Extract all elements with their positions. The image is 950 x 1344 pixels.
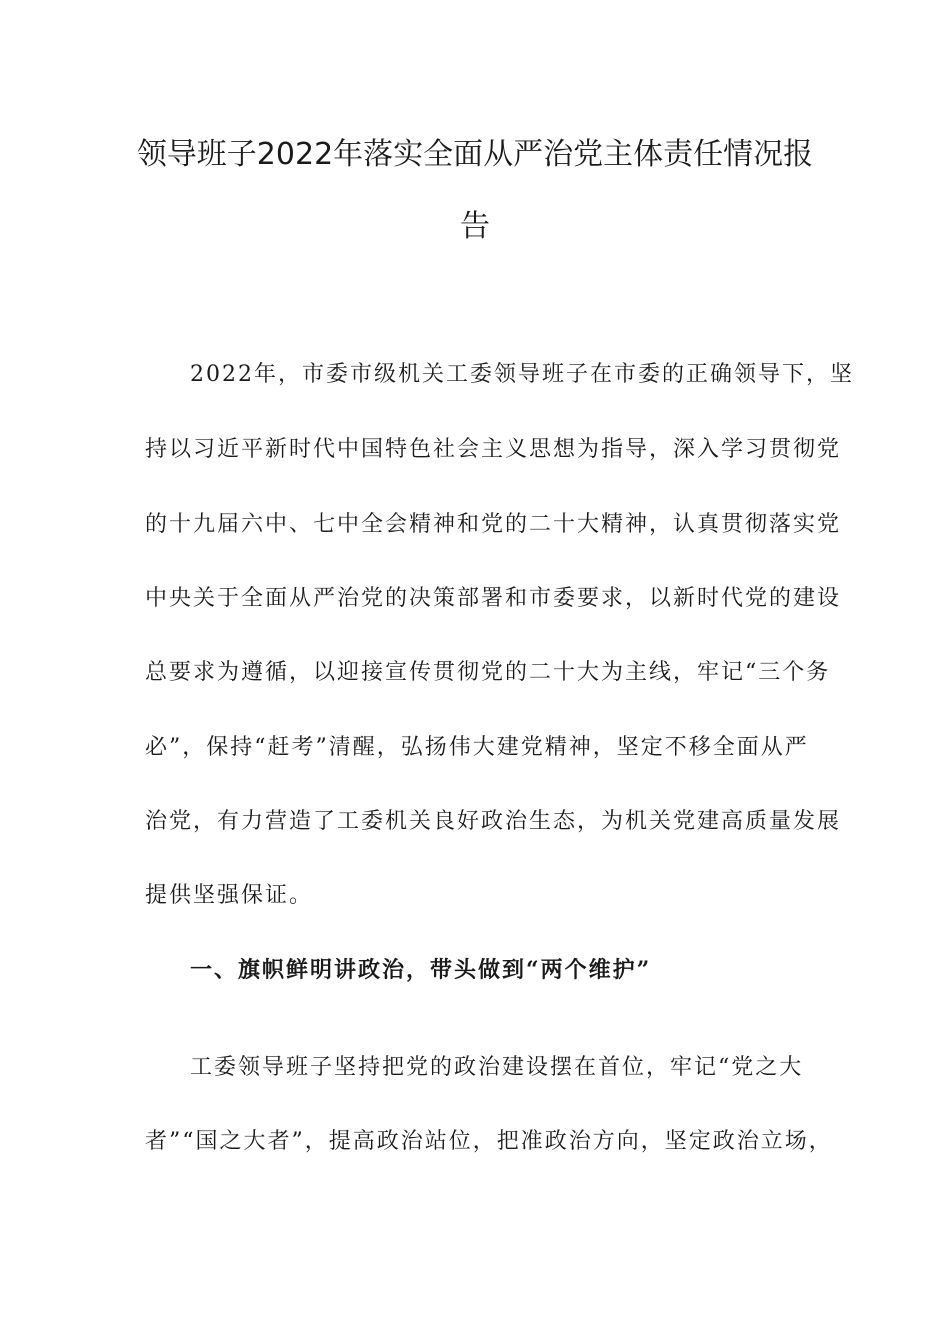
paragraph-2-line-1: 工委领导班子坚持把党的政治建设摆在首位，牢记“党之大 [190,1055,804,1080]
document-title-line-2: 告 [460,209,490,244]
paragraph-1-line-7: 治党，有力营造了工委机关良好政治生态，为机关党建高质量发展 [145,809,842,834]
paragraph-1-line-3: 的十九届六中、七中全会精神和党的二十大精神，认真贯彻落实党 [145,512,842,537]
paragraph-1-line-4: 中央关于全面从严治党的决策部署和市委要求，以新时代党的建设 [145,586,842,611]
section-1-heading: 一、旗帜鲜明讲政治，带头做到“两个维护” [190,957,652,983]
paragraph-1-line-8: 提供坚强保证。 [145,883,314,908]
document-title-line-1: 领导班子2022年落实全面从严治党主体责任情况报 [136,137,814,172]
paragraph-2-line-2: 者”“国之大者”，提高政治站位，把准政治方向，坚定政治立场， [145,1129,833,1154]
paragraph-1-line-1: 2022年，市委市级机关工委领导班子在市委的正确领导下，坚 [190,362,854,387]
paragraph-1-line-5: 总要求为遵循，以迎接宣传贯彻党的二十大为主线，牢记“三个务 [145,660,831,685]
paragraph-1-line-6: 必”，保持“赶考”清醒，弘扬伟大建党精神，坚定不移全面从严 [145,735,809,760]
paragraph-1-line-2: 持以习近平新时代中国特色社会主义思想为指导，深入学习贯彻党 [145,437,842,462]
